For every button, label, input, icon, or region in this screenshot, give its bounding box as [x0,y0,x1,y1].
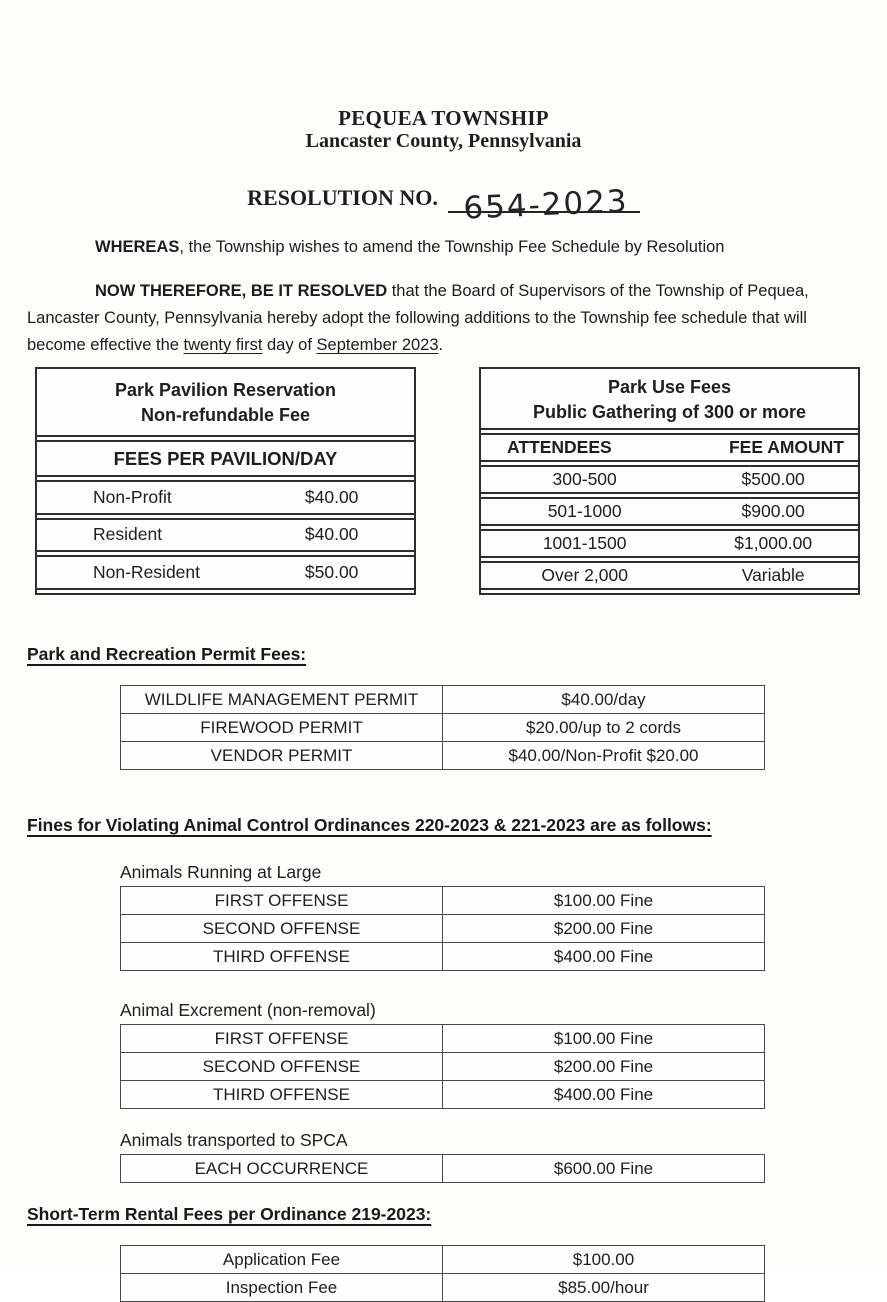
permit-fee: $40.00/day [443,686,765,714]
fee-amount: $900.00 [688,497,858,526]
offense-label: SECOND OFFENSE [121,915,443,943]
parkuse-column-headers [481,433,858,462]
fine-amount: $600.00 Fine [443,1155,765,1183]
rental-fee-name: Application Fee [121,1246,443,1274]
attendees-range: 501-1000 [481,497,688,526]
table-row [121,1246,765,1274]
resolution-number-blank [448,179,640,227]
attendees-range: 300-500 [481,465,688,494]
table-row [481,465,858,494]
permit-fee: $40.00/Non-Profit $20.00 [443,742,765,770]
resolved-text-2: day of [262,336,317,354]
effective-month-underlined: September 2023 [316,336,439,354]
pavilion-header-line2: Non-refundable Fee [140,405,310,426]
pavilion-row-label: Non-Profit [37,480,301,515]
township-title: PEQUEA TOWNSHIP [338,106,549,130]
rental-fee-amount: $100.00 [443,1246,765,1274]
pavilion-subheader-label: FEES PER PAVILION/DAY [37,440,414,477]
fine-amount: $400.00 Fine [443,943,765,971]
permit-name: VENDOR PERMIT [121,742,443,770]
parkuse-header-line2: Public Gathering of 300 or more [532,402,807,422]
rental-fees-table [120,1245,765,1302]
fine-amount: $200.00 Fine [443,1053,765,1081]
document-header [0,0,887,227]
table-row [121,915,765,943]
table-row [121,742,765,770]
offense-label: FIRST OFFENSE [121,887,443,915]
table-row [121,686,765,714]
table-row [37,480,414,515]
resolved-keyword: NOW THEREFORE, BE IT RESOLVED [95,282,388,300]
table-row [37,555,414,590]
permit-name: FIREWOOD PERMIT [121,714,443,742]
resolved-text-3: . [438,336,444,354]
fine-amount: $400.00 Fine [443,1081,765,1109]
spca-table [120,1154,765,1183]
county-subtitle: Lancaster County, Pennsylvania [305,130,582,152]
fine-amount: $100.00 Fine [443,887,765,915]
table-row [121,1025,765,1053]
excrement-table [120,1024,765,1109]
resolved-text-1: that the Board of Supervisors of the Township of Pequea, Lancaster County, Pennsylvania hereby adopt the following additions to the Township fee schedule that will become effective the [27,282,809,354]
attendees-range: 1001-1500 [481,529,688,558]
pavilion-row-label: Non-Resident [37,555,301,590]
whereas-paragraph [27,234,860,261]
fee-amount: $500.00 [688,465,858,494]
table-row [481,529,858,558]
pavilion-row-fee: $40.00 [301,480,414,515]
pavilion-row-fee: $50.00 [301,555,414,590]
whereas-keyword: WHEREAS [95,238,180,256]
running-at-large-label: Animals Running at Large [120,862,322,882]
attendees-column-header: ATTENDEES [481,433,688,462]
fee-amount: $1,000.00 [688,529,858,558]
pavilion-table-subheader [37,440,414,477]
fine-amount: $100.00 Fine [443,1025,765,1053]
running-at-large-table [120,886,765,971]
fine-amount: $200.00 Fine [443,915,765,943]
resolution-line [0,179,887,227]
offense-label: FIRST OFFENSE [121,1025,443,1053]
pavilion-header-line1: Park Pavilion Reservation [114,380,337,401]
table-row [481,497,858,526]
rental-fee-amount: $85.00/hour [443,1274,765,1302]
spca-label: Animals transported to SPCA [120,1130,348,1150]
permit-fees-table [120,685,765,770]
resolved-paragraph [27,278,860,359]
permit-fees-heading: Park and Recreation Permit Fees: [27,644,307,664]
table-row [121,1053,765,1081]
excrement-label: Animal Excrement (non-removal) [120,1000,376,1020]
offense-label: THIRD OFFENSE [121,943,443,971]
rental-fee-name: Inspection Fee [121,1274,443,1302]
table-row [121,1081,765,1109]
table-row [37,518,414,553]
table-row [121,1274,765,1302]
offense-label: EACH OCCURRENCE [121,1155,443,1183]
table-row [121,1155,765,1183]
fee-amount-column-header: FEE AMOUNT [688,433,858,462]
pavilion-row-label: Resident [37,518,301,553]
rental-fees-heading: Short-Term Rental Fees per Ordinance 219-2023: [27,1204,432,1224]
top-tables-row [35,367,860,595]
whereas-text: , the Township wishes to amend the Township Fee Schedule by Resolution [179,238,725,256]
fee-amount: Variable [688,561,858,590]
offense-label: THIRD OFFENSE [121,1081,443,1109]
animal-fines-heading: Fines for Violating Animal Control Ordinances 220-2023 & 221-2023 are as follows: [27,815,712,835]
table-row [481,561,858,590]
pavilion-table-header [37,372,414,437]
pavilion-reservation-table [35,367,416,595]
table-row [121,714,765,742]
offense-label: SECOND OFFENSE [121,1053,443,1081]
attendees-range: Over 2,000 [481,561,688,590]
permit-fee: $20.00/up to 2 cords [443,714,765,742]
permit-name: WILDLIFE MANAGEMENT PERMIT [121,686,443,714]
table-row [121,887,765,915]
park-use-fees-table [479,367,860,595]
parkuse-table-header [481,372,858,430]
pavilion-row-fee: $40.00 [301,518,414,553]
effective-day-underlined: twenty first [183,336,263,354]
table-row [121,943,765,971]
resolution-label: RESOLUTION NO. [247,185,438,210]
resolution-number-handwritten: 654-2023 [462,183,630,227]
parkuse-header-line1: Park Use Fees [607,377,732,397]
